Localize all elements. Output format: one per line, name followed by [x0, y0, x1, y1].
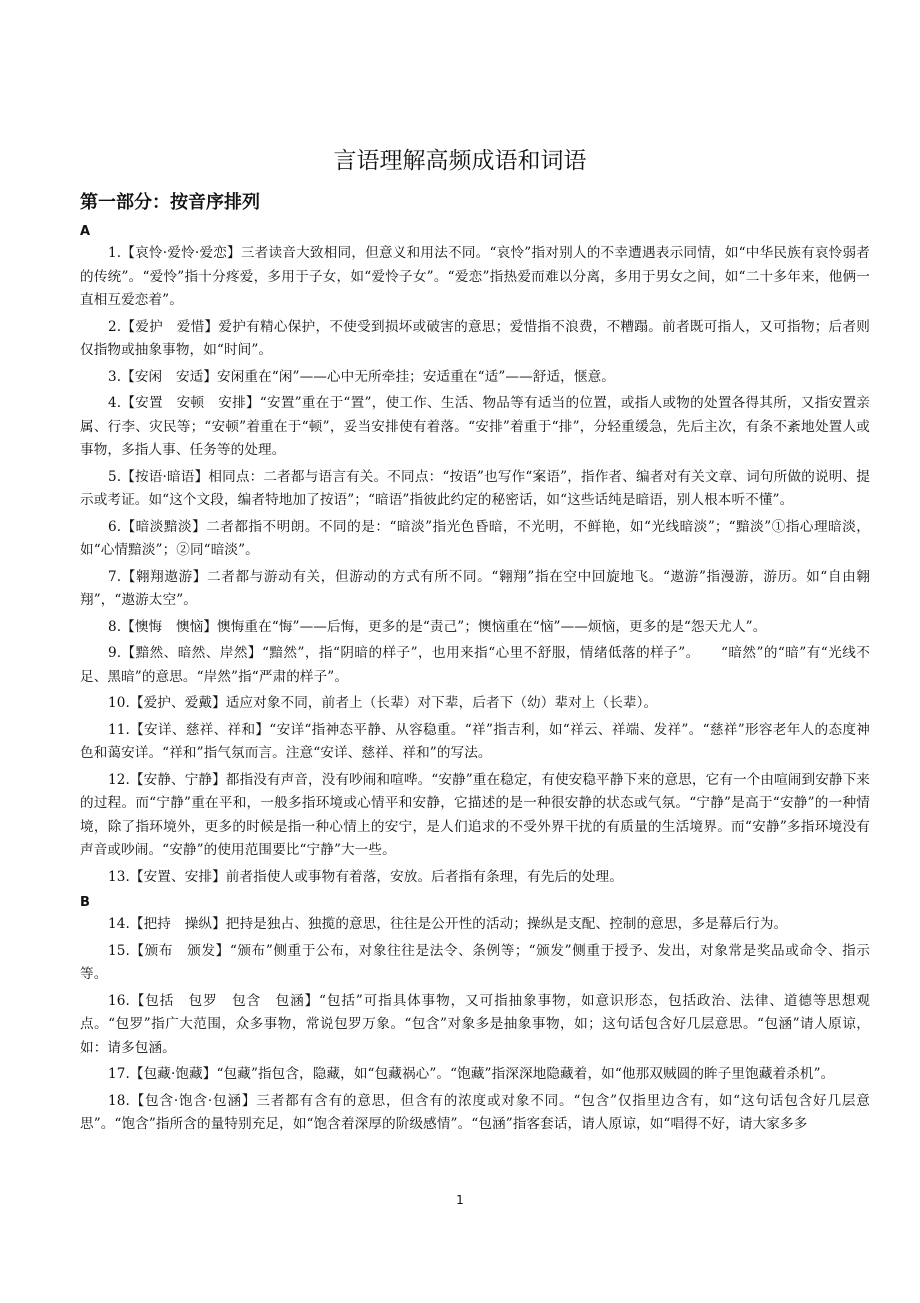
entry-paragraph: 6.【暗淡黯淡】二者都指不明朗。不同的是：“暗淡”指光色昏暗，不光明，不鲜艳，如“光线暗淡”；“黯淡”①指心理暗淡，如“心情黯淡”；②同“暗淡”。 — [80, 518, 870, 558]
letter-heading-b: B — [80, 895, 90, 910]
entry-paragraph: 3.【安闲 安适】安闲重在“闲”——心中无所牵挂；安适重在“适”——舒适，惬意。 — [108, 368, 615, 385]
entry-paragraph: 11.【安详、慈祥、祥和】“安详“指神态平静、从容稳重。“祥”指吉利，如“祥云、祥端、发祥”。“慈祥”形容老年人的态度神色和蔼安详。“祥和”指气氛而言。注意“安详、慈祥、祥和”的写法。 — [80, 721, 870, 761]
section-title: 第一部分：按音序排列 — [80, 192, 260, 213]
entry-paragraph: 10.【爱护、爱戴】适应对象不同，前者上（长辈）对下辈，后者下（幼）辈对上（长辈）。 — [108, 695, 658, 711]
entry-paragraph: 4.【安置 安顿 安排】“安置”重在于“置”，使工作、生活、物品等有适当的位置，或指人或物的处置各得其所，又指安置亲属、行李、灾民等；“安顿”着重在于“顿”，妥当安排使有着落。“安排”着重于“排”，分轻重缓急，先后主次，有条不紊地处置人或事物，多指人事、任务等的处理。 — [80, 395, 870, 458]
entry-paragraph: 13.【安置、安排】前者指使人或事物有着落，安放。后者指有条理，有先后的处理。 — [108, 868, 623, 885]
document-body — [80, 222, 870, 1140]
entry-paragraph: 17.【包藏·饱藏】“包藏”指包含，隐藏，如“包藏祸心”。“饱藏”指深深地隐藏着，如“他那双贼圆的眸子里饱藏着杀机”。 — [108, 1066, 835, 1082]
entry-paragraph: 1.【哀怜·爱怜·爱恋】三者读音大致相同，但意义和用法不同。“哀怜”指对别人的不幸遭遇表示同情，如“中华民族有哀怜弱者的传统”。“爱怜”指十分疼爱，多用于子女，如“爱怜子女”。“爱恋”指热爱而难以分离，多用于男女之间，如“二十多年来，他俩一直相互爱恋着”。 — [80, 245, 870, 308]
entry-paragraph: 8.【懊悔 懊恼】懊悔重在“悔”——后悔，更多的是“责己”；懊恼重在“恼”——烦恼，更多的是“怨天尤人”。 — [108, 618, 767, 635]
entry-paragraph: 15.【颁布 颁发】“颁布”侧重于公布，对象往往是法令、条例等；“颁发”侧重于授予、发出，对象常是奖品或命令、指示等。 — [80, 942, 870, 982]
entry-paragraph: 9.【黯然、暗然、岸然】“黯然”，指“阴暗的样子”，也用来指“心里不舒服，情绪低落的样子”。 “暗然”的“暗”有“光线不足、黑暗”的意思。“岸然”指“严肃的样子”。 — [80, 645, 870, 685]
page-number: 1 — [456, 1193, 464, 1207]
entry-paragraph: 7.【翱翔遨游】二者都与游动有关，但游动的方式有所不同。“翱翔”指在空中回旋地飞。“遨游”指漫游，游历。如“自由翱翔”，“遨游太空”。 — [80, 568, 870, 608]
entry-paragraph: 12.【安静、宁静】都指没有声音，没有吵闹和喧哗。“安静”重在稳定，有使安稳平静下来的意思，它有一个由喧闹到安静下来的过程。而“宁静”重在平和，一般多指环境或心情平和安静，它描述的是一种很安静的状态或气氛。“宁静”是高于“安静”的一种情境，除了指环境外，更多的时候是指一种心情上的安宁，是人们追求的不受外界干扰的有质量的生活境界。而“安静”多指环境没有声音或吵闹。“安静”的使用范围要比“宁静”大一些。 — [80, 771, 870, 858]
entry-paragraph: 16.【包括 包罗 包含 包涵】“包括”可指具体事物，又可指抽象事物，如意识形态，包括政治、法律、道德等思想观点。“包罗”指广大范围，众多事物，常说包罗万象。“包含”对象多是抽象事物，如；这句话包含好几层意思。“包涵”请人原谅，如：请多包涵。 — [80, 992, 870, 1056]
document-title: 言语理解高频成语和词语 — [333, 148, 587, 174]
entry-list-b — [80, 913, 870, 1137]
entry-paragraph: 2.【爱护 爱惜】爱护有精心保护，不使受到损坏或破害的意思；爱惜指不浪费，不糟蹋。前者既可指人，又可指物；后者则仅指物或抽象事物，如“时间”。 — [80, 318, 870, 358]
entry-list-a — [80, 242, 870, 889]
letter-heading-a: A — [80, 224, 91, 239]
entry-paragraph: 18.【包含·饱含·包涵】三者都有含有的意思，但含有的浓度或对象不同。“包含”仅指里边含有，如“这句话包含好几层意思”。“饱含”指所含的量特别充足，如“饱含着深厚的阶级感情”。“包涵”指客套话，请人原谅，如“唱得不好，请大家多多 — [80, 1092, 870, 1132]
entry-paragraph: 5.【按语·暗语】相同点：二者都与语言有关。不同点：“按语”也写作“案语”，指作者、编者对有关文章、词句所做的说明、提示或考证。如“这个文段，编者特地加了按语”；“暗语”指彼此约定的秘密话，如“这些话纯是暗语，别人根本听不懂”。 — [80, 468, 870, 508]
entry-paragraph: 14.【把持 操纵】把持是独占、独揽的意思，往往是公开性的活动；操纵是支配、控制的意思，多是幕后行为。 — [108, 916, 788, 932]
